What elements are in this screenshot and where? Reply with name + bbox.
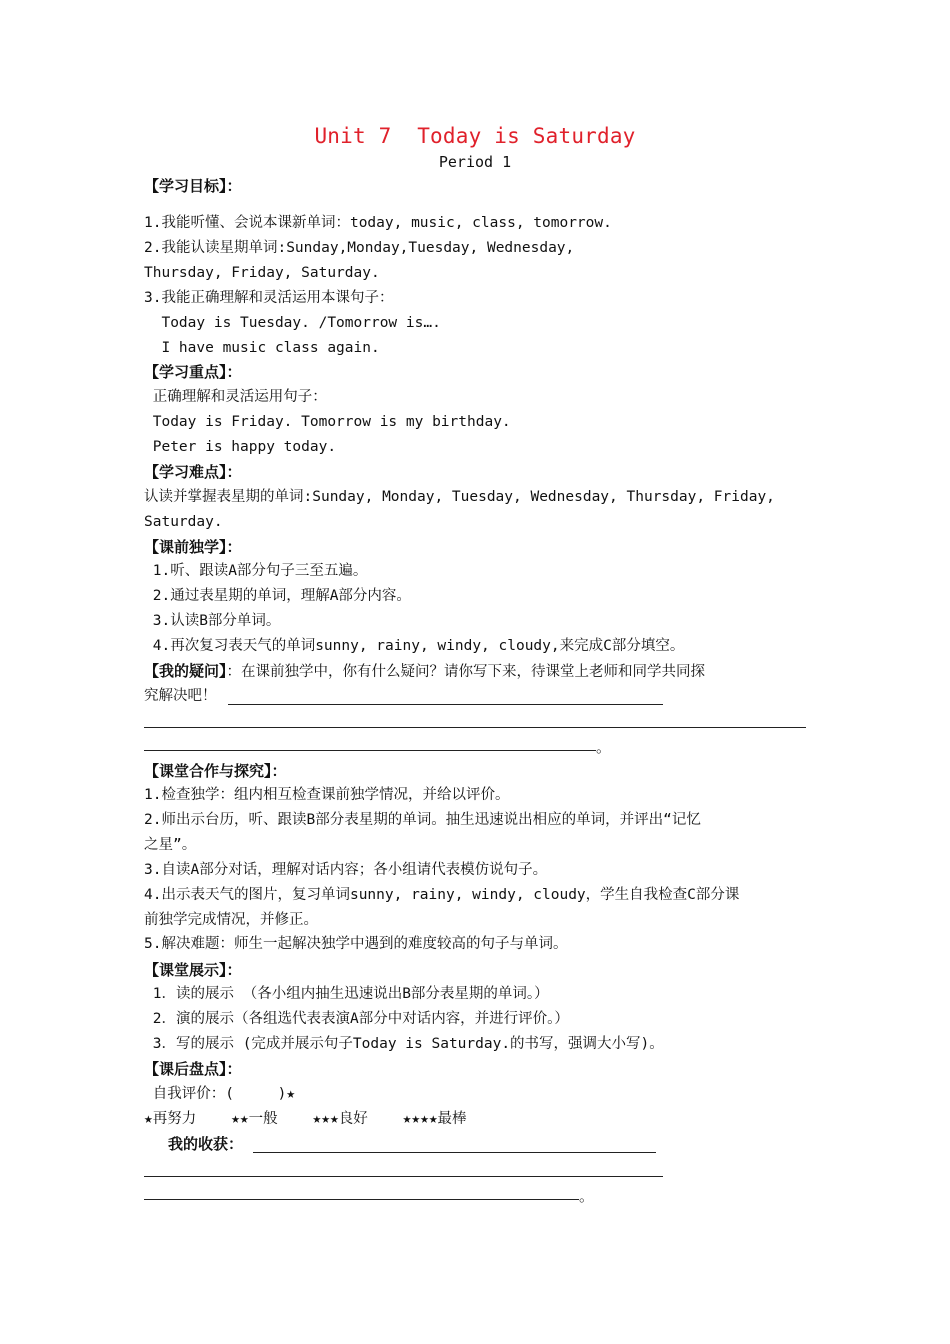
key-point-line: Peter is happy today. xyxy=(144,439,337,455)
key-point-line: 正确理解和灵活运用句子： xyxy=(144,389,327,405)
objective-line: 2.我能认读星期单词:Sunday,Monday,Tuesday, Wednesday, xyxy=(144,240,575,256)
display-heading: 【课堂展示】： xyxy=(144,961,242,979)
period-mark: 。 xyxy=(579,1187,595,1205)
period-label: Period 1 xyxy=(438,153,512,171)
questions-heading: 【我的疑问】 xyxy=(144,662,227,680)
answer-blank-line[interactable] xyxy=(144,727,806,728)
cooperation-line: 1.检查独学：组内相互检查课前独学情况，并给以评价。 xyxy=(144,787,510,803)
display-line: 2．演的展示（各组选代表表演A部分中对话内容，并进行评价。） xyxy=(144,1011,569,1027)
display-line: 3．写的展示 (完成并展示句子Today is Saturday.的书写，强调大小写)。 xyxy=(144,1036,664,1052)
objectives-heading: 【学习目标】： xyxy=(144,177,242,195)
preview-heading: 【课前独学】： xyxy=(144,538,242,556)
preview-line: 2.通过表星期的单词，理解A部分内容。 xyxy=(144,588,411,604)
display-line: 1．读的展示 （各小组内抽生迅速说出B部分表星期的单词。） xyxy=(144,986,549,1002)
review-heading: 【课后盘点】： xyxy=(144,1060,242,1078)
questions-line xyxy=(144,661,705,682)
difficulties-heading: 【学习难点】： xyxy=(144,463,242,481)
objective-line: Today is Tuesday. /Tomorrow is…. xyxy=(144,315,441,331)
difficulty-line: 认读并掌握表星期的单词:Sunday, Monday, Tuesday, Wednesday, Thursday, Friday, xyxy=(144,489,775,505)
objective-line: 1.我能听懂、会说本课新单词：today, music, class, tomorrow. xyxy=(144,215,612,231)
cooperation-line: 4.出示表天气的图片，复习单词sunny, rainy, windy, cloudy，学生自我检查C部分课 xyxy=(144,887,740,903)
difficulty-line: Saturday. xyxy=(144,514,223,530)
key-points-heading: 【学习重点】： xyxy=(144,363,242,381)
key-point-line: Today is Friday. Tomorrow is my birthday. xyxy=(144,414,511,430)
page-title: Unit 7 Today is Saturday xyxy=(314,124,636,148)
harvest-blank-line[interactable] xyxy=(144,1176,663,1177)
questions-prompt: ：在课前独学中，你有什么疑问？请你写下来，待课堂上老师和同学共同探 xyxy=(226,664,706,680)
objective-line: 3.我能正确理解和灵活运用本课句子： xyxy=(144,290,394,306)
preview-line: 1.听、跟读A部分句子三至五遍。 xyxy=(144,563,368,579)
cooperation-line: 5.解决难题：师生一起解决独学中遇到的难度较高的句子与单词。 xyxy=(144,936,568,952)
cooperation-line: 之星”。 xyxy=(144,837,197,853)
answer-blank-line[interactable] xyxy=(144,750,596,751)
period-mark: 。 xyxy=(596,738,612,756)
harvest-label: 我的收获： xyxy=(168,1135,244,1153)
preview-line: 3.认读B部分单词。 xyxy=(144,613,281,629)
cooperation-line: 2.师出示台历，听、跟读B部分表星期的单词。抽生迅速说出相应的单词，并评出“记忆 xyxy=(144,812,701,828)
cooperation-heading: 【课堂合作与探究】： xyxy=(144,762,287,780)
self-evaluation: 自我评价：( )★ xyxy=(144,1086,296,1102)
objective-line: Thursday, Friday, Saturday. xyxy=(144,265,380,281)
objective-line: I have music class again. xyxy=(144,340,380,356)
harvest-blank-line[interactable] xyxy=(144,1199,579,1200)
cooperation-line: 3.自读A部分对话，理解对话内容；各小组请代表模仿说句子。 xyxy=(144,862,548,878)
preview-line: 4.再次复习表天气的单词sunny, rainy, windy, cloudy,来完成C部分填空。 xyxy=(144,638,685,654)
cooperation-line: 前独学完成情况，并修正。 xyxy=(144,912,318,928)
answer-blank-line[interactable] xyxy=(228,704,663,705)
harvest-blank-line[interactable] xyxy=(253,1152,656,1153)
questions-prompt-end: 究解决吧！ xyxy=(144,688,217,704)
rating-scale: ★再努力 ★★一般 ★★★良好 ★★★★最棒 xyxy=(144,1111,467,1127)
